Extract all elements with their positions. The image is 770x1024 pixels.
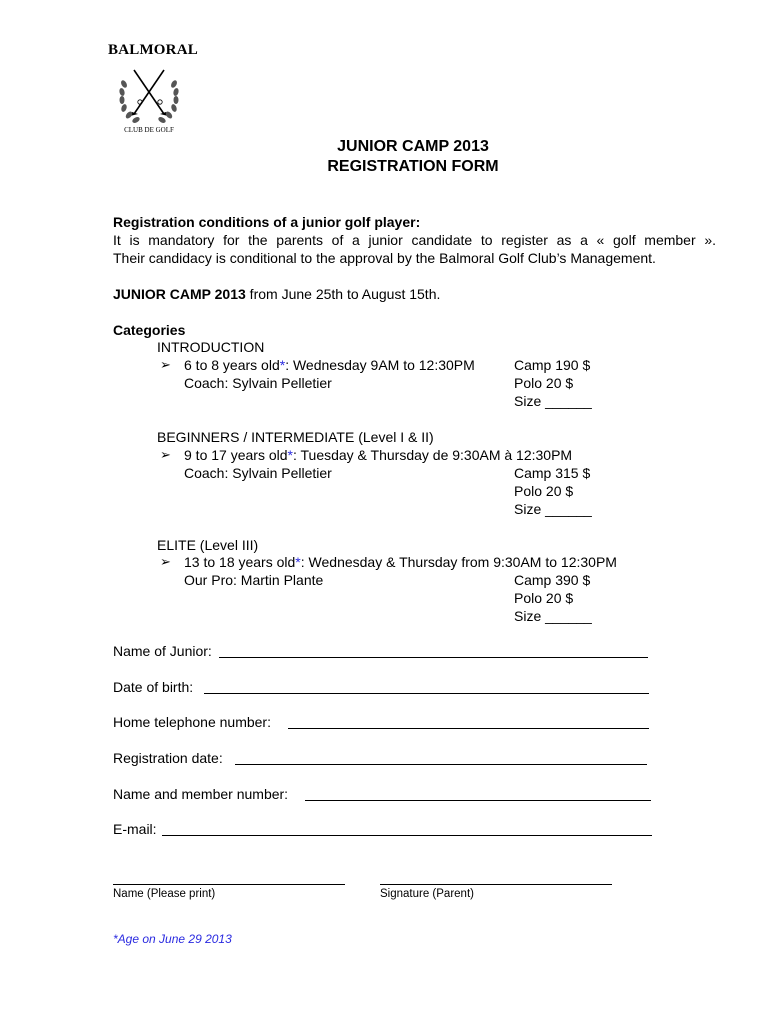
- bullet-arrow-icon: ➢: [160, 447, 171, 462]
- page-title: JUNIOR CAMP 2013: [337, 138, 489, 155]
- category-schedule: [184, 446, 572, 464]
- size-field[interactable]: Size ______: [514, 501, 592, 517]
- date-of-birth-label: Date of birth:: [113, 679, 194, 695]
- categories-heading: Categories: [113, 322, 186, 338]
- age-footnote-star: *: [287, 447, 293, 463]
- page-subtitle: REGISTRATION FORM: [327, 158, 499, 175]
- print-name-label: Name (Please print): [113, 888, 216, 900]
- print-name-field[interactable]: [113, 884, 345, 885]
- registration-date-field[interactable]: [235, 764, 647, 765]
- size-field[interactable]: Size ______: [514, 608, 592, 624]
- camp-dates: [113, 285, 440, 303]
- junior-name-label: Name of Junior:: [113, 643, 212, 659]
- parent-signature-field[interactable]: [380, 884, 612, 885]
- category-age: 13 to 18 years old: [184, 554, 296, 570]
- bullet-arrow-icon: ➢: [160, 554, 171, 569]
- conditions-line-1: It is mandatory for the parents of a junior candidate to register as a « golf member ».: [113, 232, 716, 248]
- category-coach: Coach: Sylvain Pelletier: [184, 375, 332, 391]
- junior-name-field[interactable]: [219, 657, 648, 658]
- category-name: INTRODUCTION: [157, 339, 265, 355]
- camp-price: Camp 190 $: [514, 357, 591, 373]
- category-coach: Coach: Sylvain Pelletier: [184, 465, 332, 481]
- parent-signature-label: Signature (Parent): [380, 888, 474, 900]
- polo-price: Polo 20 $: [514, 590, 574, 606]
- logo-name: BALMORAL: [108, 42, 198, 58]
- camp-price: Camp 390 $: [514, 572, 591, 588]
- club-logo: [108, 42, 198, 137]
- member-number-field[interactable]: [305, 800, 651, 801]
- date-of-birth-field[interactable]: [204, 693, 649, 694]
- age-footnote-star: *: [279, 357, 286, 373]
- category-name: BEGINNERS / INTERMEDIATE (Level I & II): [157, 429, 434, 445]
- email-label: E-mail:: [113, 821, 157, 837]
- member-number-label: Name and member number:: [113, 786, 289, 802]
- category-age: 6 to 8 years old: [184, 357, 280, 373]
- camp-price: Camp 315 $: [514, 465, 591, 481]
- polo-price: Polo 20 $: [514, 375, 574, 391]
- age-footnote-star: *: [295, 554, 301, 570]
- category-coach: Our Pro: Martin Plante: [184, 572, 324, 588]
- home-phone-field[interactable]: [288, 728, 649, 729]
- age-footnote: *Age on June 29 2013: [113, 932, 232, 946]
- category-schedule: [184, 356, 475, 374]
- golf-clubs-laurel-icon: [116, 62, 182, 126]
- email-field[interactable]: [162, 835, 652, 836]
- conditions-line-2: Their candidacy is conditional to the approval by the Balmoral Golf Club’s Management.: [113, 250, 656, 266]
- category-age: 9 to 17 years old: [184, 447, 288, 463]
- bullet-arrow-icon: ➢: [160, 357, 171, 372]
- camp-dates-text: from June 25th to August 15th.: [245, 286, 441, 302]
- logo-subtitle: CLUB DE GOLF: [124, 126, 174, 134]
- registration-date-label: Registration date:: [113, 750, 223, 766]
- category-time: : Tuesday & Thursday de 9:30AM à 12:30PM: [292, 447, 573, 463]
- category-schedule: [184, 553, 617, 571]
- category-time: : Wednesday & Thursday from 9:30AM to 12:30PM: [300, 554, 617, 570]
- size-field[interactable]: Size ______: [514, 393, 592, 409]
- conditions-heading: Registration conditions of a junior golf player:: [113, 214, 421, 230]
- camp-name: JUNIOR CAMP 2013: [113, 286, 246, 302]
- polo-price: Polo 20 $: [514, 483, 574, 499]
- home-phone-label: Home telephone number:: [113, 714, 271, 730]
- category-name: ELITE (Level III): [157, 537, 259, 553]
- category-time: : Wednesday 9AM to 12:30PM: [285, 357, 475, 373]
